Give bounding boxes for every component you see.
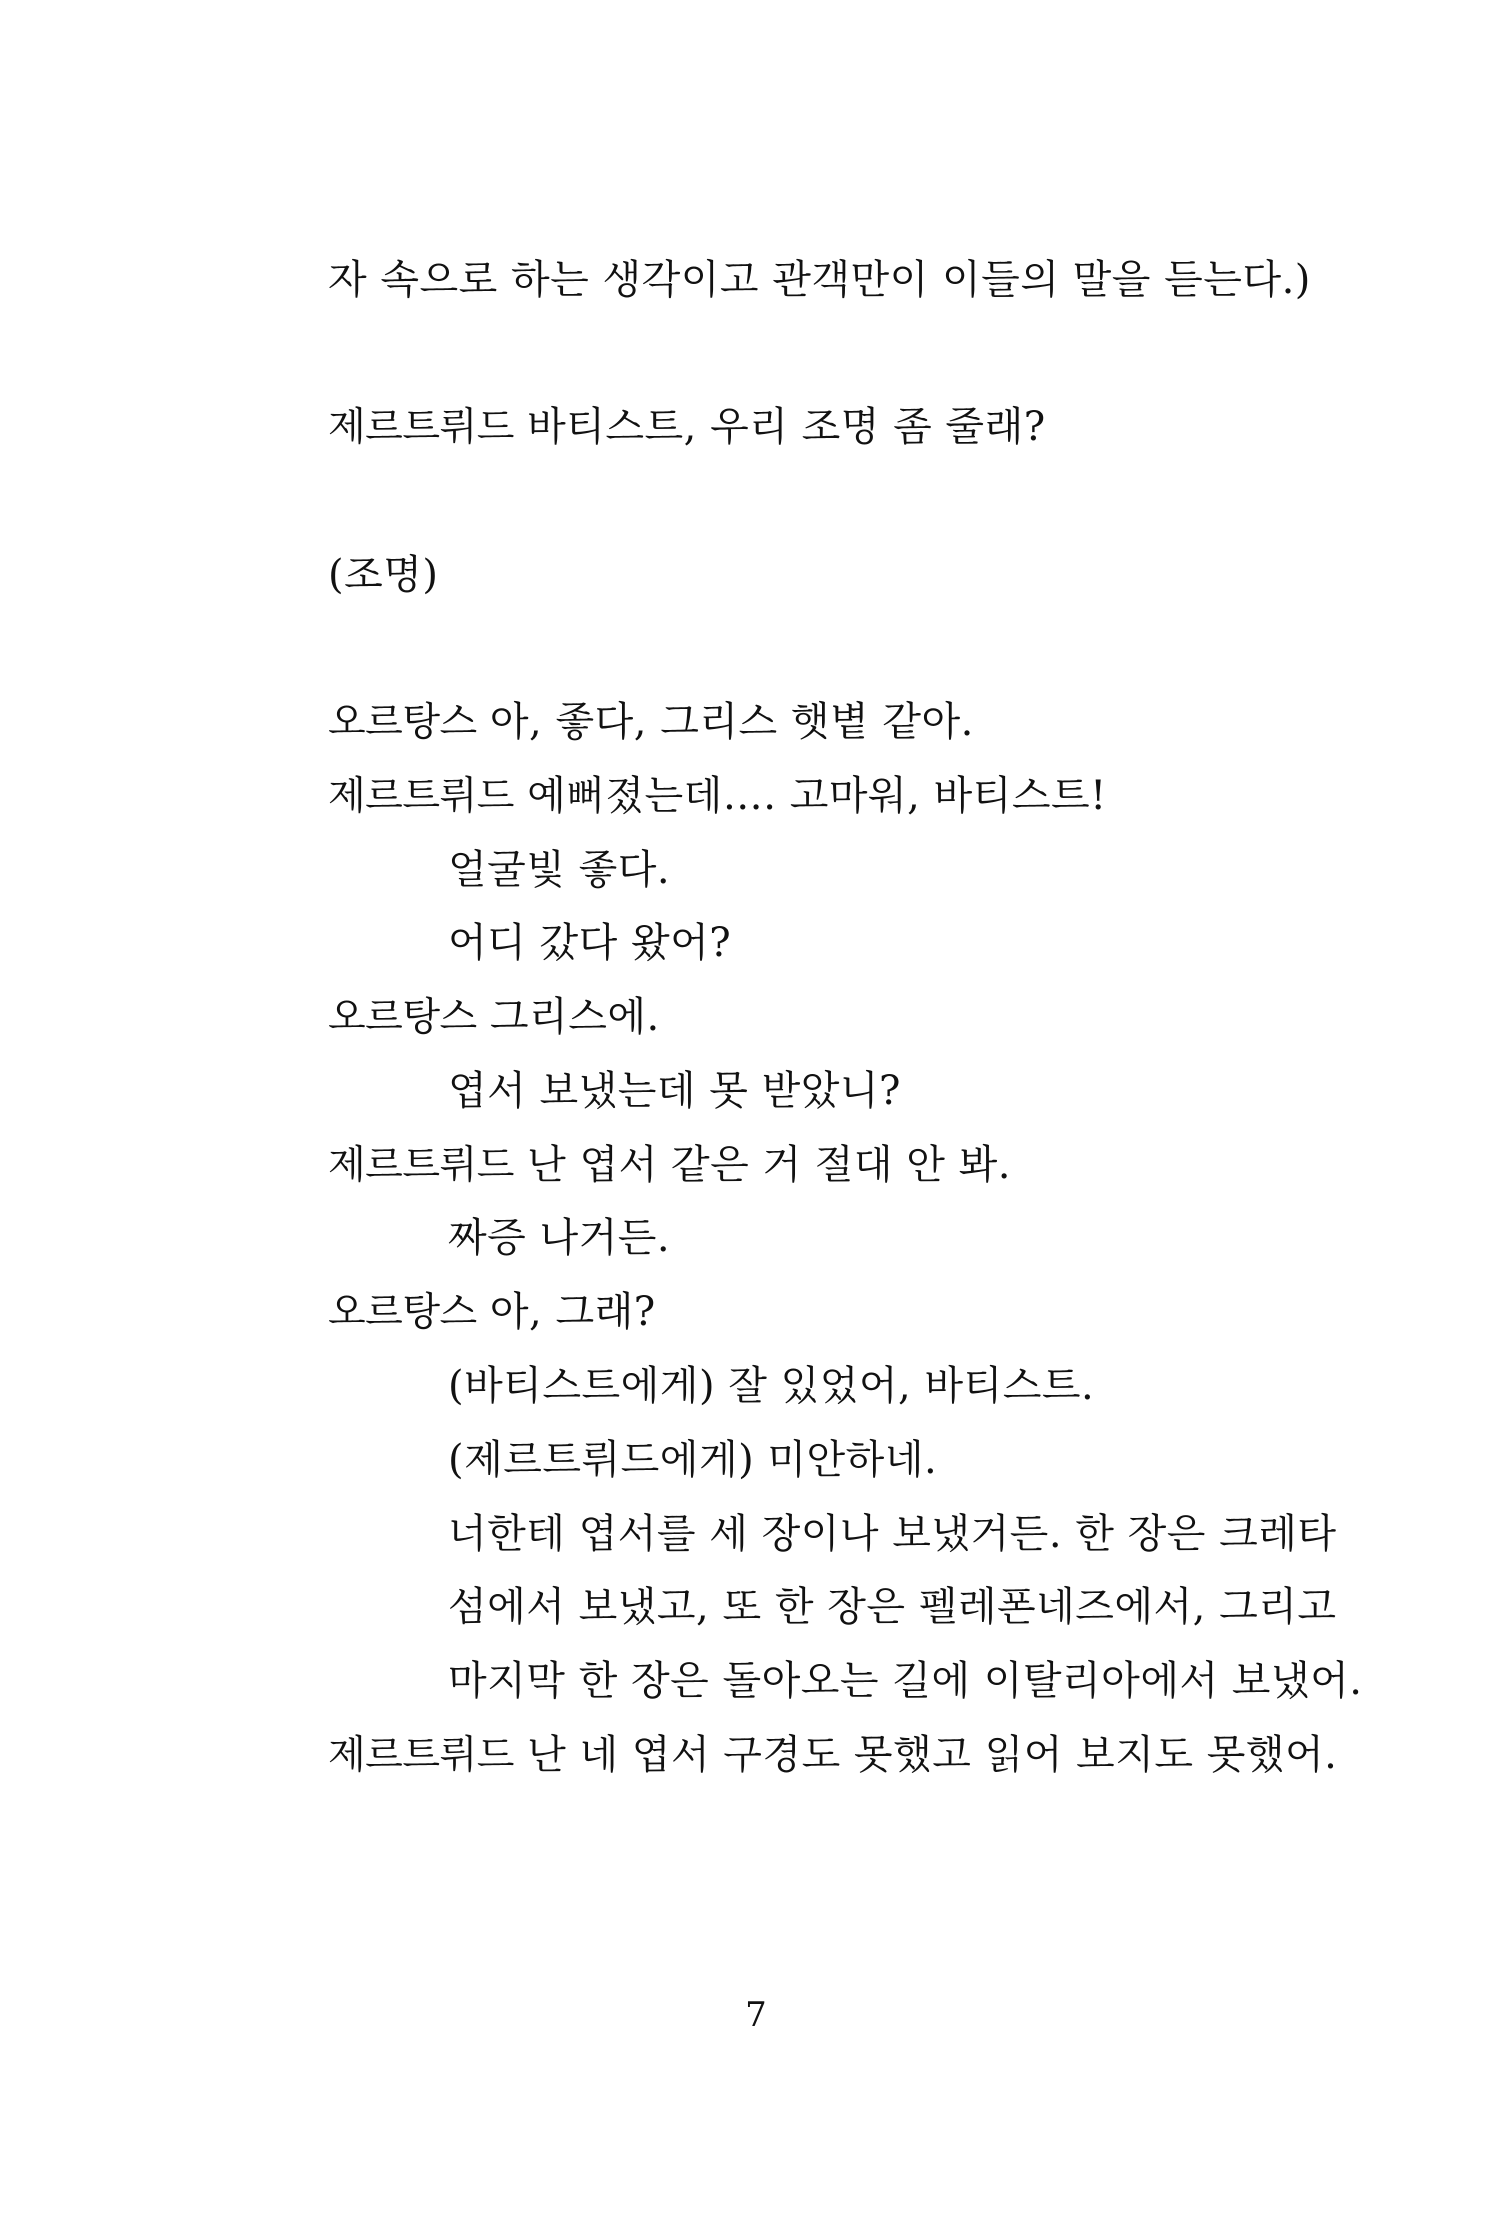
dialogue-line <box>328 1730 1337 1781</box>
speaker-name: 제르트뤼드 <box>328 774 514 819</box>
continuation-line <box>448 1656 1362 1706</box>
line-text: 아, 좋다, 그리스 햇볕 같아. <box>476 699 974 745</box>
line-text: 그리스에. <box>476 994 660 1040</box>
line-text: 난 네 엽서 구경도 못했고 읽어 보지도 못했어. <box>513 1732 1338 1778</box>
line-text: 얼굴빛 좋다. <box>448 847 671 893</box>
line-text: 예뻐졌는데…. 고마워, 바티스트! <box>513 773 1107 819</box>
continuation-line <box>448 845 670 895</box>
speaker-name: 제르트뤼드 <box>328 405 514 450</box>
continuation-line <box>448 1213 670 1263</box>
dialogue-line <box>328 1287 656 1338</box>
continuation-line <box>448 1435 937 1485</box>
line-text: 아, 그래? <box>476 1289 656 1335</box>
speaker-name: 오르탕스 <box>328 700 477 745</box>
line-text: 짜증 나거든. <box>448 1215 671 1261</box>
line-text: 너한테 엽서를 세 장이나 보냈거든. 한 장은 크레타 <box>448 1511 1337 1557</box>
speaker-name: 오르탕스 <box>328 995 477 1040</box>
line-text: 자 속으로 하는 생각이고 관객만이 이들의 말을 듣는다.) <box>328 257 1311 303</box>
continuation-line <box>448 1509 1337 1559</box>
line-text: (바티스트에게) 잘 있었어, 바티스트. <box>448 1363 1095 1409</box>
speaker-name: 제르트뤼드 <box>328 1733 514 1778</box>
stage-direction-line <box>328 550 439 600</box>
line-text: 난 엽서 같은 거 절대 안 봐. <box>513 1142 1011 1188</box>
line-text: 섬에서 보냈고, 또 한 장은 펠레폰네즈에서, 그리고 <box>448 1584 1337 1630</box>
dialogue-line <box>328 1140 1011 1191</box>
speaker-name: 제르트뤼드 <box>328 1143 514 1188</box>
line-text: (조명) <box>328 552 439 598</box>
speaker-name: 오르탕스 <box>328 1290 477 1335</box>
page-number: 7 <box>745 1995 767 2035</box>
dialogue-line <box>328 992 660 1043</box>
line-text: 어디 갔다 왔어? <box>448 920 732 966</box>
line-text: 마지막 한 장은 돌아오는 길에 이탈리아에서 보냈어. <box>448 1658 1363 1704</box>
dialogue-line <box>328 402 1046 453</box>
continuation-line <box>448 918 731 968</box>
continuation-line <box>448 1066 901 1116</box>
dialogue-line <box>328 697 974 748</box>
dialogue-line <box>328 771 1107 822</box>
line-text: 바티스트, 우리 조명 좀 줄래? <box>513 404 1046 450</box>
continuation-line <box>448 1361 1094 1411</box>
line-text: (제르트뤼드에게) 미안하네. <box>448 1437 938 1483</box>
continuation-line <box>448 1582 1337 1632</box>
line-text: 엽서 보냈는데 못 받았니? <box>448 1068 901 1114</box>
stage-direction-line <box>328 255 1311 305</box>
